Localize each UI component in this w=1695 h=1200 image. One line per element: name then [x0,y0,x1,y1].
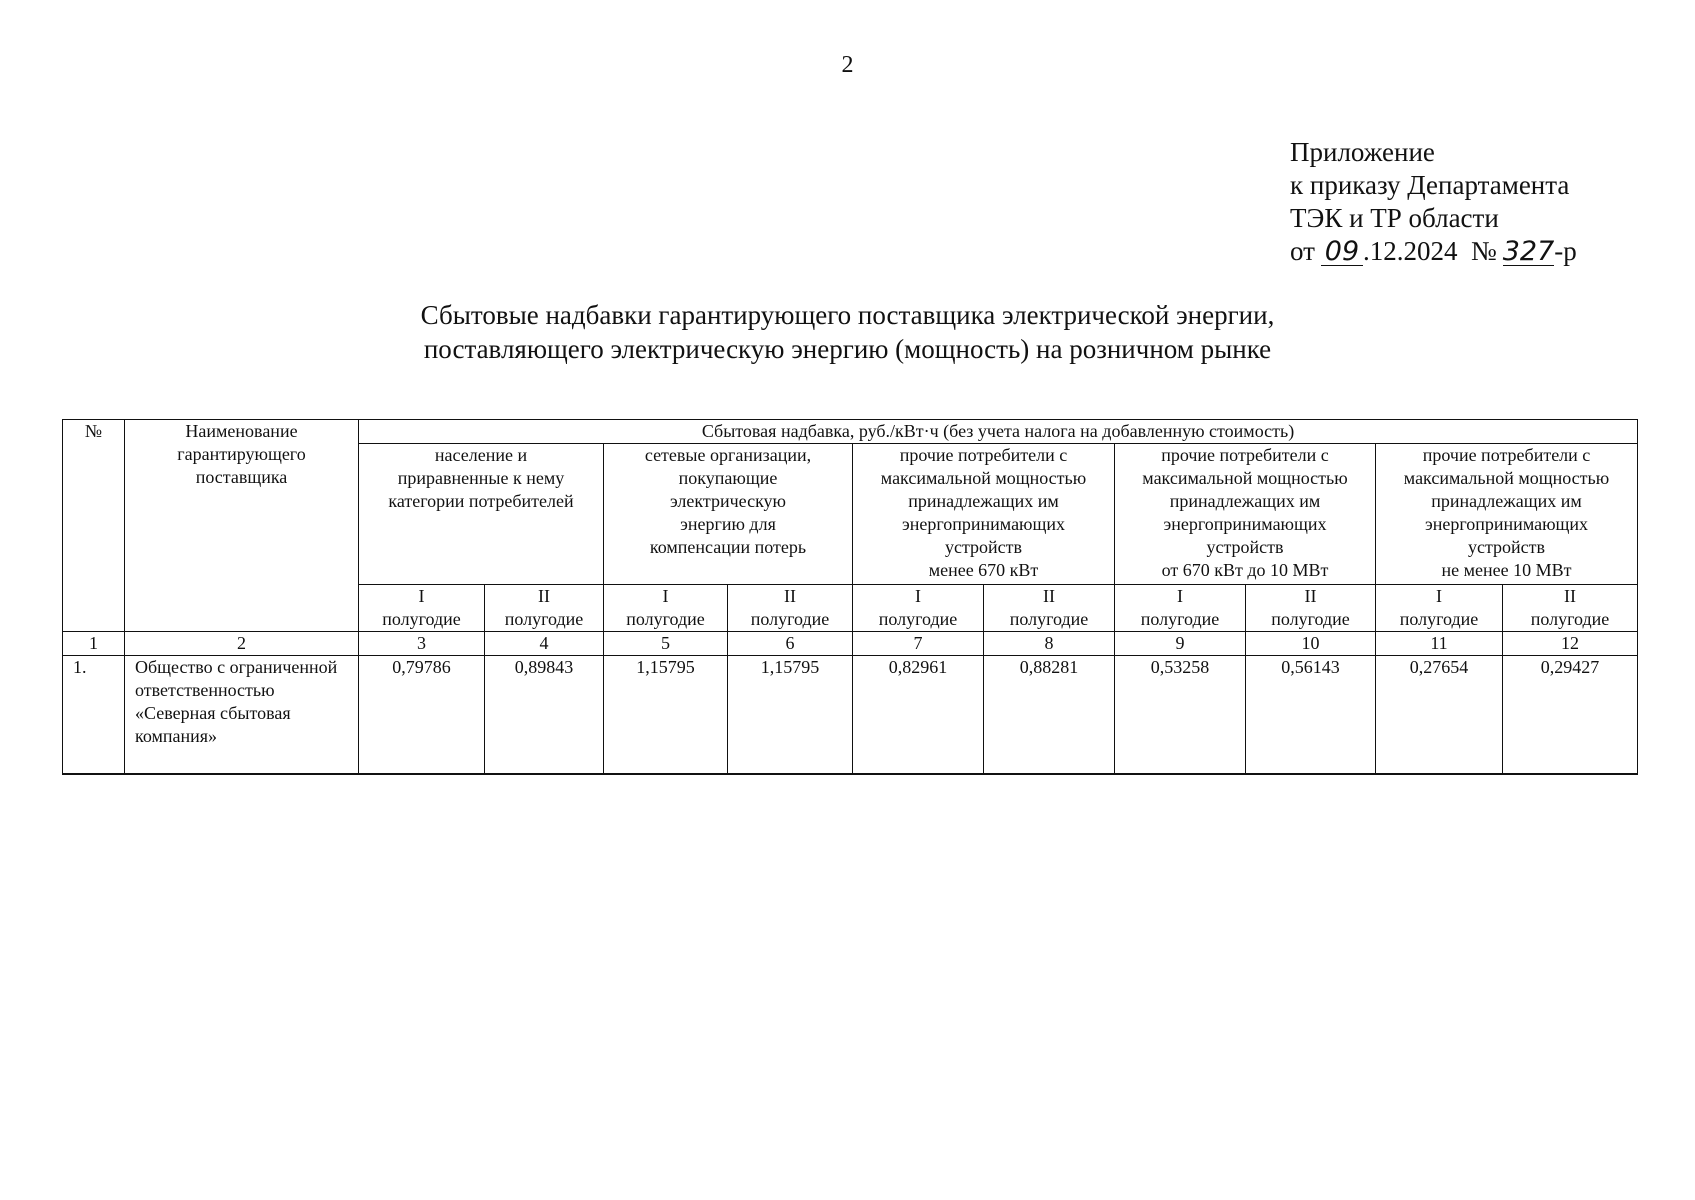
half-year-header: I полугодие [1115,585,1246,632]
half-year-header: II полугодие [984,585,1115,632]
header-number: № [63,420,125,632]
markup-value: 0,88281 [984,656,1115,774]
column-number: 5 [604,632,728,656]
column-number: 10 [1246,632,1376,656]
table-row [63,656,1638,774]
markup-value: 0,27654 [1376,656,1503,774]
markup-value: 0,82961 [853,656,984,774]
half-year-header: II полугодие [485,585,604,632]
header-supplier-name: Наименование гарантирующего поставщика [125,420,359,632]
column-number: 9 [1115,632,1246,656]
markup-value: 0,89843 [485,656,604,774]
markup-value: 0,29427 [1503,656,1638,774]
appendix-line-1: Приложение [1290,137,1435,167]
half-year-header: II полугодие [1503,585,1638,632]
appendix-line-3: ТЭК и ТР области [1290,203,1499,233]
title-line-1: Сбытовые надбавки гарантирующего поставщика электрической энергии, [420,300,1275,330]
row-number: 1. [63,656,125,774]
half-year-header: I полугодие [1376,585,1503,632]
half-year-header: I полугодие [359,585,485,632]
tariff-table [62,419,1638,775]
column-number-row [63,632,1638,656]
column-number: 6 [728,632,853,656]
group-header-consumers-over-10mw: прочие потребители с максимальной мощностью принадлежащих им энергопринимающих устройств не менее 10 МВт [1376,444,1638,585]
appendix-block [1290,136,1577,268]
half-year-header: I полугодие [604,585,728,632]
group-header-consumers-670kw-10mw: прочие потребители с максимальной мощностью принадлежащих им энергопринимающих устройств от 670 кВт до 10 МВт [1115,444,1376,585]
appendix-date-line [1290,235,1577,268]
markup-value: 1,15795 [604,656,728,774]
appendix-line-2: к приказу Департамента [1290,170,1570,200]
markup-value: 0,56143 [1246,656,1376,774]
handwritten-day: 09 [1321,239,1363,266]
document-title [0,298,1695,366]
markup-value: 0,79786 [359,656,485,774]
date-prefix: от [1290,236,1315,266]
page-number: 2 [841,52,854,78]
column-number: 4 [485,632,604,656]
number-sign: № [1470,236,1497,266]
column-number: 12 [1503,632,1638,656]
column-number: 11 [1376,632,1503,656]
half-year-header: I полугодие [853,585,984,632]
markup-value: 1,15795 [728,656,853,774]
column-number: 8 [984,632,1115,656]
column-number: 7 [853,632,984,656]
group-header-consumers-under-670kw: прочие потребители с максимальной мощностью принадлежащих им энергопринимающих устройств менее 670 кВт [853,444,1115,585]
handwritten-order-number: 327 [1502,236,1555,267]
column-number: 3 [359,632,485,656]
supplier-name: Общество с ограниченной ответственностью «Северная сбытовая компания» [125,656,359,774]
column-number: 2 [125,632,359,656]
half-year-header: II полугодие [728,585,853,632]
markup-value: 0,53258 [1115,656,1246,774]
title-line-2: поставляющего электрическую энергию (мощность) на розничном рынке [423,334,1272,364]
column-number: 1 [63,632,125,656]
group-header-grid-organizations: сетевые организации, покупающие электрическую энергию для компенсации потерь [604,444,853,585]
half-year-header: II полугодие [1246,585,1376,632]
group-header-population: население и приравненные к нему категории потребителей [359,444,604,585]
date-rest: .12.2024 [1362,236,1458,266]
number-suffix: -р [1554,236,1577,266]
header-markup: Сбытовая надбавка, руб./кВт·ч (без учета налога на добавленную стоимость) [359,420,1638,444]
